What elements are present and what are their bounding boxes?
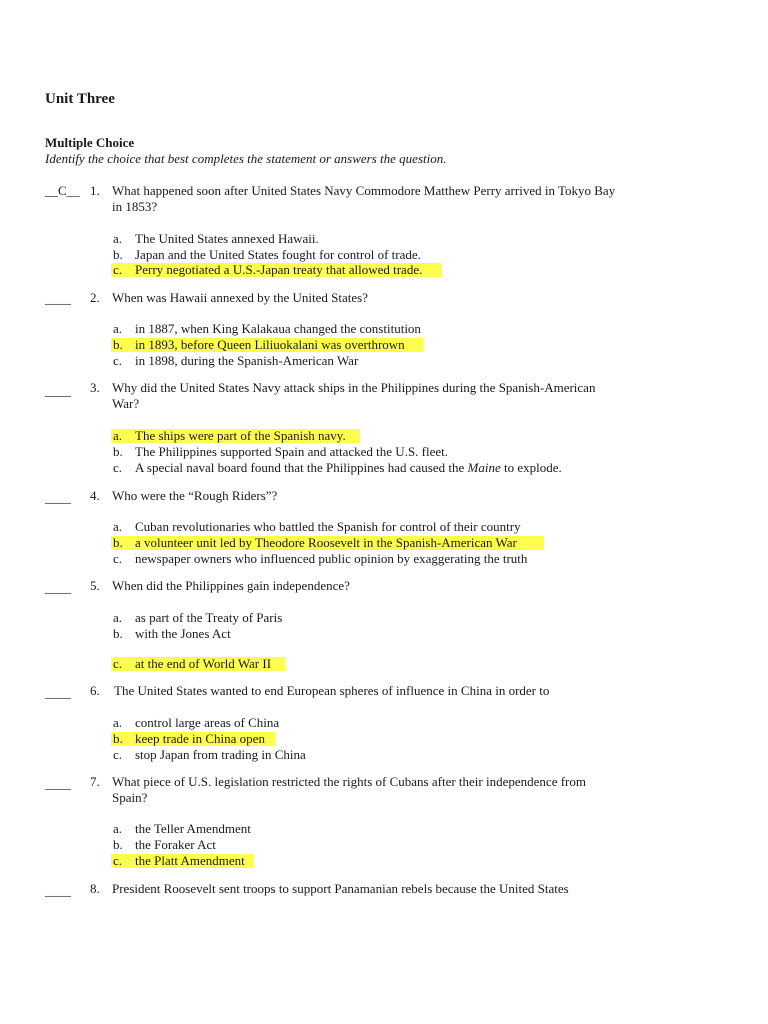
question-text: When was Hawaii annexed by the United States? — [112, 290, 368, 305]
option-letter: a. — [113, 519, 123, 534]
option-text: The United States annexed Hawaii. — [135, 231, 319, 246]
question-text-cont: War? — [112, 396, 140, 411]
option-letter: c. — [113, 262, 123, 277]
question-number: 2. — [90, 290, 100, 305]
ship-name: Maine — [467, 460, 501, 475]
option-letter: a. — [113, 231, 123, 246]
option-text: a volunteer unit led by Theodore Roosevelt in the Spanish-American War — [135, 535, 517, 550]
option-letter: a. — [113, 715, 123, 730]
option-text: Cuban revolutionaries who battled the Spanish for control of their country — [135, 519, 521, 534]
option-letter: b. — [113, 247, 123, 262]
option-text: newspaper owners who influenced public opinion by exaggerating the truth — [135, 551, 528, 566]
question-number: 7. — [90, 774, 100, 789]
option-text: control large areas of China — [135, 715, 280, 730]
option-text: The ships were part of the Spanish navy. — [135, 428, 346, 443]
question-text: Why did the United States Navy attack ships in the Philippines during the Spanish-American — [112, 380, 596, 395]
section-heading: Multiple Choice — [45, 135, 135, 150]
option-text: stop Japan from trading in China — [135, 747, 306, 762]
answer-blank[interactable]: ____ — [45, 883, 71, 898]
question-text: President Roosevelt sent troops to support Panamanian rebels because the United States — [112, 881, 569, 896]
question-text: The United States wanted to end European spheres of influence in China in order to — [114, 683, 550, 698]
answer-blank[interactable]: ____ — [45, 490, 71, 505]
option-letter: c. — [113, 551, 123, 566]
question-number: 4. — [90, 488, 100, 503]
option-letter: a. — [113, 321, 123, 336]
option-text: in 1898, during the Spanish-American War — [135, 353, 359, 368]
option-letter: a. — [113, 610, 123, 625]
option-letter: a. — [113, 821, 123, 836]
option-text — [135, 460, 562, 476]
question-number: 6. — [90, 683, 100, 698]
option-text: the Teller Amendment — [135, 821, 251, 836]
option-letter: c. — [113, 853, 123, 868]
option-text: with the Jones Act — [135, 626, 231, 641]
answer-blank[interactable]: ____ — [45, 580, 71, 595]
option-text: the Foraker Act — [135, 837, 216, 852]
option-letter: b. — [113, 337, 123, 352]
option-text: in 1893, before Queen Liliuokalani was overthrown — [135, 337, 405, 352]
option-letter: b. — [113, 837, 123, 852]
question-text: Who were the “Rough Riders”? — [112, 488, 278, 503]
option-text-post: to explode. — [500, 460, 562, 475]
question-text-cont: Spain? — [112, 790, 148, 805]
question-text: What piece of U.S. legislation restricted the rights of Cubans after their independence from — [112, 774, 586, 789]
question-text: What happened soon after United States Navy Commodore Matthew Perry arrived in Tokyo Bay — [112, 183, 616, 198]
option-letter: c. — [113, 747, 123, 762]
question-number: 8. — [90, 881, 100, 896]
option-text: Perry negotiated a U.S.-Japan treaty that allowed trade. — [135, 262, 423, 277]
option-letter: b. — [113, 626, 123, 641]
option-text: at the end of World War II — [135, 656, 272, 671]
instructions: Identify the choice that best completes the statement or answers the question. — [45, 151, 447, 166]
option-text-pre: A special naval board found that the Philippines had caused the — [135, 460, 468, 475]
answer-blank[interactable]: ____ — [45, 685, 71, 700]
option-letter: c. — [113, 656, 123, 671]
question-number: 3. — [90, 380, 100, 395]
option-letter: a. — [113, 428, 123, 443]
option-letter: b. — [113, 731, 123, 746]
option-text: keep trade in China open — [135, 731, 265, 746]
question-text-cont: in 1853? — [112, 199, 158, 214]
answer-blank[interactable]: ____ — [45, 291, 71, 306]
question-text: When did the Philippines gain independence? — [112, 578, 350, 593]
option-text: Japan and the United States fought for control of trade. — [135, 247, 421, 262]
option-letter: c. — [113, 353, 123, 368]
option-letter: b. — [113, 444, 123, 459]
answer-blank[interactable]: __C__ — [45, 183, 80, 198]
option-letter: c. — [113, 460, 123, 475]
option-text: in 1887, when King Kalakaua changed the constitution — [135, 321, 421, 336]
unit-title: Unit Three — [45, 91, 115, 107]
question-number: 1. — [90, 183, 100, 198]
option-text: The Philippines supported Spain and attacked the U.S. fleet. — [135, 444, 449, 459]
option-text: the Platt Amendment — [135, 853, 245, 868]
option-letter: b. — [113, 535, 123, 550]
question-number: 5. — [90, 578, 100, 593]
option-text: as part of the Treaty of Paris — [135, 610, 283, 625]
answer-blank[interactable]: ____ — [45, 776, 71, 791]
answer-blank[interactable]: ____ — [45, 383, 71, 398]
